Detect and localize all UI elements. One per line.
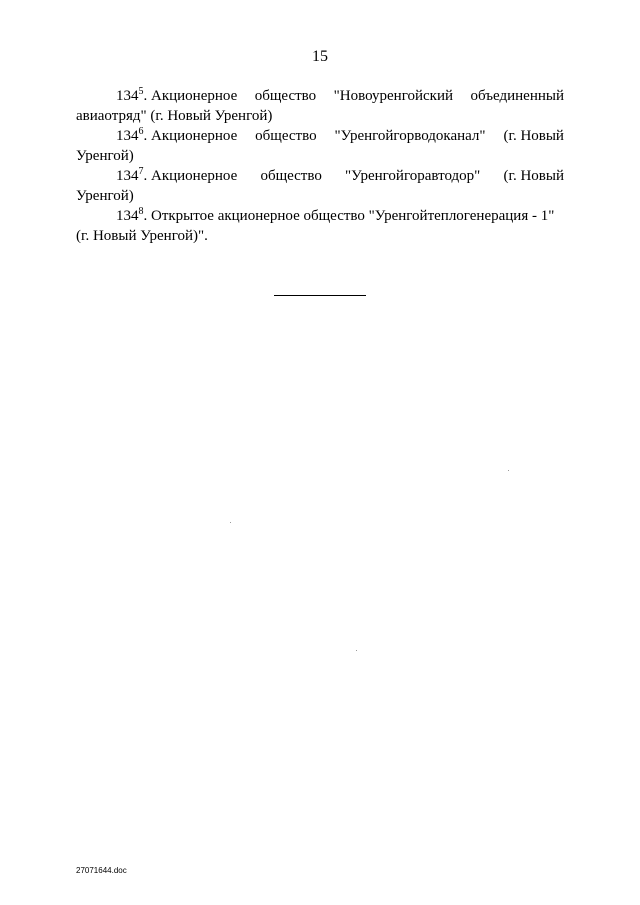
item-continuation: авиаотряд" (г. Новый Уренгой) [76, 108, 273, 124]
item-lead [116, 206, 554, 226]
item-word: . Акционерное [143, 88, 238, 104]
item-word: . Акционерное [143, 128, 238, 144]
page-number: 15 [312, 48, 328, 65]
item-continuation: Уренгой) [76, 148, 134, 164]
item-word: общество [260, 168, 322, 184]
item-superscript: 5 [138, 86, 144, 97]
item-continuation: Уренгой) [76, 188, 134, 204]
item-lead [116, 86, 237, 106]
scan-speck [508, 470, 509, 471]
item-lead [116, 126, 237, 146]
item-word: (г. Новый [503, 168, 564, 184]
item-first-line [76, 86, 564, 106]
item-word: "Уренгойгорводоканал" [334, 128, 486, 144]
scan-speck [356, 650, 357, 651]
end-rule [274, 295, 366, 296]
item-number: 134 [116, 128, 139, 144]
list-item [76, 166, 564, 206]
item-word: общество [254, 88, 317, 104]
item-first-line [76, 126, 564, 146]
document-body [76, 86, 564, 246]
list-item [76, 86, 564, 126]
item-word: . Акционерное [143, 168, 238, 184]
scan-speck [230, 522, 231, 523]
item-number: 134 [116, 208, 139, 224]
item-number: 134 [116, 168, 139, 184]
item-word: (г. Новый [503, 128, 564, 144]
item-first-line [76, 206, 564, 226]
item-word: "Новоуренгойский [333, 88, 453, 104]
item-superscript: 6 [138, 126, 144, 137]
item-first-line [76, 166, 564, 186]
item-number: 134 [116, 88, 139, 104]
item-continuation: (г. Новый Уренгой)". [76, 228, 208, 244]
item-word: объединенный [470, 88, 564, 104]
footer-file-code: 27071644.doc [76, 866, 127, 875]
item-word: общество [255, 128, 317, 144]
item-superscript: 8 [138, 206, 144, 217]
list-item [76, 206, 564, 246]
list-item [76, 126, 564, 166]
item-lead [116, 166, 237, 186]
item-superscript: 7 [138, 166, 144, 177]
item-word: "Уренгойгоравтодор" [345, 168, 481, 184]
item-word: . Открытое акционерное общество "Уренгойтеплогенерация - 1" [143, 208, 555, 224]
